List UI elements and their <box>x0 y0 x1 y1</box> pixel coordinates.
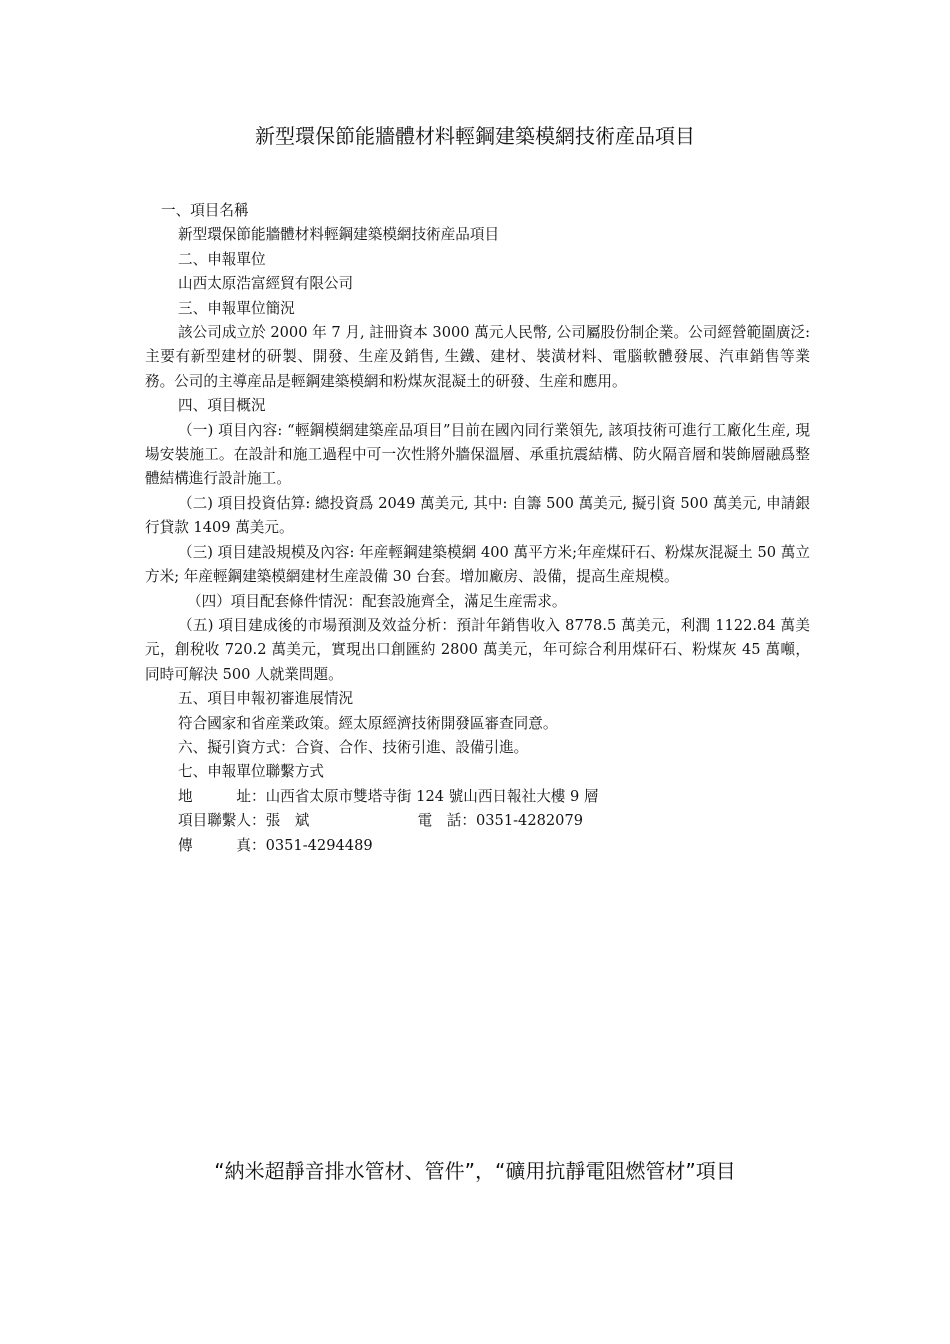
contact-person: 張 斌 <box>265 812 310 830</box>
document-body <box>145 199 810 858</box>
contact-phone-label: 電 話： <box>417 812 476 830</box>
section-3-heading: 三、申報單位簡況 <box>178 299 295 317</box>
section-4-item-5: （五) 項目建成後的市場預測及效益分析：預計年銷售收入 8778.5 萬美元，利潤 1122.84 萬美元，創稅收 720.2 萬美元，實現出口創匯約 2800 萬美元，年可綜合利用煤矸石、粉煤灰 45 萬噸，同時可解決 500 人就業問題。 <box>145 616 810 683</box>
contact-fax-row <box>145 834 810 858</box>
section-4-item-2: （二) 項目投資估算: 總投資爲 2049 萬美元, 其中: 自籌 500 萬美元, 擬引資 500 萬美元, 申請銀行貸款 1409 萬美元。 <box>145 494 810 537</box>
contact-fax-label: 傳 真： <box>178 836 266 854</box>
section-2-heading: 二、申報單位 <box>178 250 266 268</box>
section-7-heading: 七、申報單位聯繫方式 <box>178 763 324 781</box>
contact-address-row <box>145 785 810 809</box>
next-project-title: “納米超靜音排水管材、管件”，“礦用抗靜電阻燃管材”項目 <box>214 1159 736 1183</box>
contact-address: 山西省太原市雙塔寺街 124 號山西日報社大樓 9 層 <box>265 787 599 805</box>
section-2-text: 山西太原浩富經貿有限公司 <box>178 275 354 293</box>
contact-fax: 0351-4294489 <box>265 836 373 854</box>
document-title: 新型環保節能牆體材料輕鋼建築模網技術産品項目 <box>255 124 695 148</box>
section-4-item-1: （一) 項目內容: “輕鋼模網建築産品項目”目前在國內同行業領先, 該項技術可進行工廠化生産, 現場安裝施工。在設計和施工過程中可一次性將外牆保溫層、承重抗震結構、防火隔音層和裝飾層融爲整體結構進行設計施工。 <box>145 421 810 488</box>
contact-person-label: 項目聯繫人： <box>178 812 266 830</box>
section-1-text: 新型環保節能牆體材料輕鋼建築模網技術産品項目 <box>178 226 500 244</box>
section-4-heading: 四、項目概況 <box>178 397 266 415</box>
contact-address-label: 地 址： <box>178 787 266 805</box>
section-3-text: 該公司成立於 2000 年 7 月, 註冊資本 3000 萬元人民幣, 公司屬股份制企業。公司經營範圍廣泛: 主要有新型建材的研製、開發、生産及銷售, 生鐵、建材、裝潢材料、電腦軟體發展、汽車銷售等業務。公司的主導産品是輕鋼建築模網和粉煤灰混凝土的研發、生産和應用。 <box>145 324 810 390</box>
section-4-item-3: （三) 項目建設規模及內容: 年産輕鋼建築模網 400 萬平方米;年産煤矸石、粉煤灰混凝土 50 萬立方米; 年産輕鋼建築模網建材生産設備 30 台套。增加廠房、設備，提高生産規模。 <box>145 543 810 586</box>
section-6-text: 六、擬引資方式：合資、合作、技術引進、設備引進。 <box>178 738 529 756</box>
contact-phone: 0351-4282079 <box>475 812 584 830</box>
section-5-text: 符合國家和省産業政策。經太原經濟技術開發區審查同意。 <box>178 714 558 732</box>
section-1-heading: 一、項目名稱 <box>161 202 249 219</box>
contact-person-row <box>145 809 810 833</box>
section-5-heading: 五、項目申報初審進展情況 <box>178 690 354 708</box>
section-4-item-4: （四）項目配套條件情況：配套設施齊全，滿足生産需求。 <box>187 592 567 610</box>
